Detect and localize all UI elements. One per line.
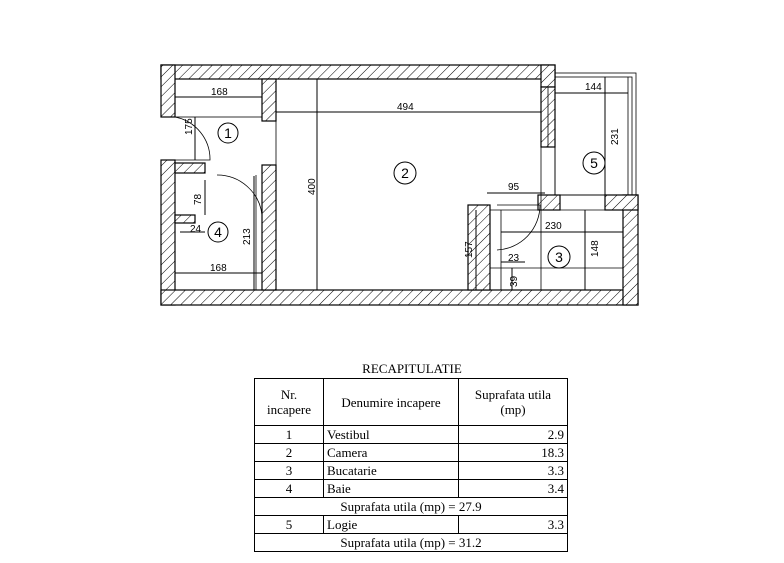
dim-bucatarie-width: 230 xyxy=(545,221,562,232)
dim-bucatarie-d2: 148 xyxy=(590,240,601,257)
dim-bucatarie-s2: 39 xyxy=(509,275,520,287)
header-area-line2: (mp) xyxy=(500,402,526,417)
room-number-3: 3 xyxy=(555,249,563,265)
walls xyxy=(161,65,638,305)
dim-baie-width: 168 xyxy=(210,263,227,274)
row-area: 3.3 xyxy=(459,462,568,480)
table-row xyxy=(255,462,568,480)
row-nr: 3 xyxy=(255,462,324,480)
dim-logie-width: 144 xyxy=(585,82,602,93)
room-number-4: 4 xyxy=(214,224,222,240)
table-row xyxy=(255,516,568,534)
row-name: Logie xyxy=(324,516,459,534)
header-nr-line1: Nr. xyxy=(280,387,298,402)
room-number-2: 2 xyxy=(401,165,409,181)
recap-table xyxy=(254,378,568,552)
table-row xyxy=(255,426,568,444)
total-row xyxy=(255,534,568,552)
row-name: Vestibul xyxy=(324,426,459,444)
dim-bucatarie-s1: 23 xyxy=(508,253,520,264)
header-name: Denumire incapere xyxy=(324,379,459,426)
dim-bucatarie-depth: 157 xyxy=(464,241,475,258)
table-row xyxy=(255,480,568,498)
dim-camera-width: 494 xyxy=(397,102,414,113)
dim-vestibul-width: 168 xyxy=(211,87,228,98)
dim-baie-w2: 24 xyxy=(190,224,202,235)
room-number-1: 1 xyxy=(224,125,232,141)
subtotal-cell: Suprafata utila (mp) = 27.9 xyxy=(255,498,568,516)
table-header-row xyxy=(255,379,568,426)
row-area: 3.3 xyxy=(459,516,568,534)
row-area: 2.9 xyxy=(459,426,568,444)
header-nr xyxy=(255,379,324,426)
row-nr: 2 xyxy=(255,444,324,462)
row-area: 3.4 xyxy=(459,480,568,498)
row-nr: 1 xyxy=(255,426,324,444)
dim-logie-depth: 231 xyxy=(610,128,621,145)
row-nr: 5 xyxy=(255,516,324,534)
dim-camera-depth: 400 xyxy=(307,178,318,195)
header-area-line1: Suprafata utila xyxy=(474,387,552,402)
total-cell: Suprafata utila (mp) = 31.2 xyxy=(255,534,568,552)
row-area: 18.3 xyxy=(459,444,568,462)
room-number-5: 5 xyxy=(590,155,598,171)
row-name: Baie xyxy=(324,480,459,498)
dim-bucatarie-w1: 95 xyxy=(508,182,520,193)
table-row xyxy=(255,444,568,462)
subtotal-row xyxy=(255,498,568,516)
row-name: Bucatarie xyxy=(324,462,459,480)
header-nr-line2: incapere xyxy=(266,402,312,417)
dim-baie-depth: 213 xyxy=(242,228,253,245)
header-area xyxy=(459,379,568,426)
row-nr: 4 xyxy=(255,480,324,498)
recap-title: RECAPITULATIE xyxy=(362,361,462,376)
row-name: Camera xyxy=(324,444,459,462)
dim-baie-w1: 78 xyxy=(193,193,204,205)
dim-vestibul-depth: 175 xyxy=(184,118,195,135)
